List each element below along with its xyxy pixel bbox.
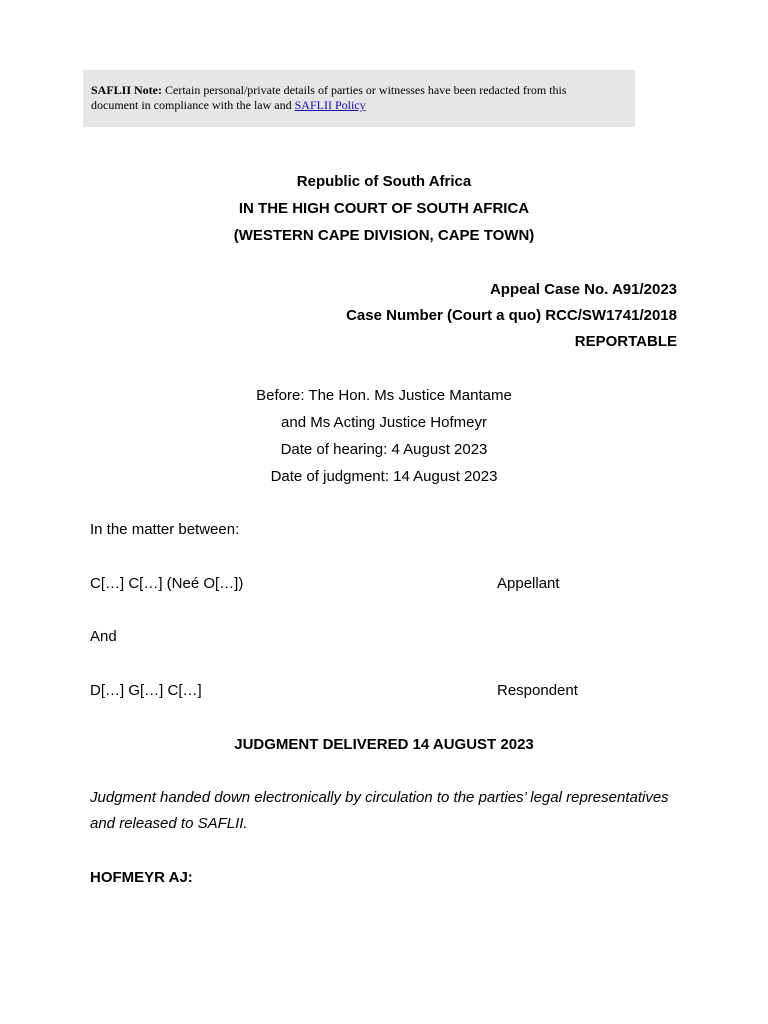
saflii-note-text-1: Certain personal/private details of parties or witnesses have been redacted from this [162,83,567,97]
judgment-heading: JUDGMENT DELIVERED 14 AUGUST 2023 [234,736,534,753]
court-a-quo-case-number: Case Number (Court a quo) RCC/SW1741/2018 [346,307,677,324]
saflii-policy-link[interactable]: SAFLII Policy [294,98,366,112]
respondent-name: D[…] G[…] C[…] [90,682,202,699]
matter-intro: In the matter between: [90,521,240,538]
appellant-role: Appellant [497,575,560,592]
saflii-note-text-2: document in compliance with the law and [91,98,295,112]
saflii-note-box [83,70,635,127]
saflii-note-line-2 [91,98,627,113]
saflii-note-label: SAFLII Note: [91,83,162,97]
and-separator: And [90,628,117,645]
reportable-label: REPORTABLE [574,333,677,350]
division-heading: (WESTERN CAPE DIVISION, CAPE TOWN) [233,227,535,244]
appellant-name: C[…] C[…] (Neé O[…]) [90,575,244,592]
court-heading: IN THE HIGH COURT OF SOUTH AFRICA [238,200,530,217]
handed-down-line-1: Judgment handed down electronically by circulation to the parties’ legal representatives [90,789,669,806]
bench-before: Before: The Hon. Ms Justice Mantame [256,387,512,404]
appeal-case-number: Appeal Case No. A91/2023 [489,281,677,298]
saflii-note-line-1 [91,83,627,98]
republic-heading: Republic of South Africa [296,173,472,190]
handed-down-line-2: and released to SAFLII. [90,815,248,832]
hearing-date: Date of hearing: 4 August 2023 [280,441,488,458]
respondent-role: Respondent [497,682,578,699]
bench-acting-justice: and Ms Acting Justice Hofmeyr [281,414,487,431]
judgment-date: Date of judgment: 14 August 2023 [270,468,498,485]
judgment-author: HOFMEYR AJ: [90,869,193,886]
